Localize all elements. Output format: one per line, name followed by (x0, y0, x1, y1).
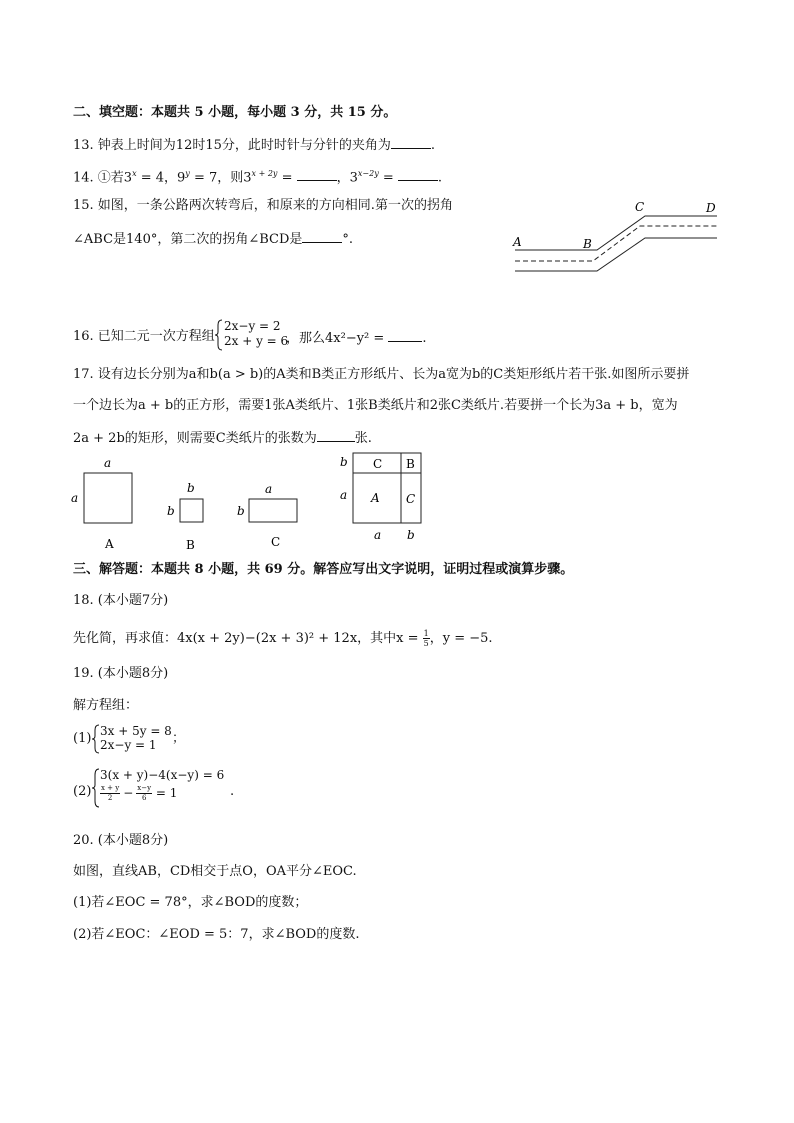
question-13 (73, 135, 435, 155)
road-label-C: C (635, 200, 645, 214)
tile-A-top-label: a (104, 456, 112, 470)
q19-p2-label: (2) (73, 784, 92, 799)
q14-exp1: x (132, 169, 137, 178)
q14-prefix: 14. ①若3 (73, 170, 133, 186)
q15-line2a: ∠ABC是140°，第二次的拐角∠BCD是 (73, 232, 303, 247)
q17-line3 (73, 428, 372, 448)
q19-p1-brace (92, 724, 100, 754)
road-edge-top (515, 216, 717, 250)
q17-answer-blank[interactable] (317, 428, 355, 442)
q20-intro: 如图，直线AB，CD相交于点O，OA平分∠EOC. (73, 864, 357, 879)
tile-C-side-label: b (237, 504, 245, 518)
q19-p1-label: (1) (73, 731, 92, 746)
road-diagram (505, 196, 725, 280)
q16-prefix: 16. 已知二元一次方程组 (73, 329, 215, 344)
composite-bottom-label-a: a (374, 528, 382, 542)
q16-suffix: ，那么4x²−y² = (286, 331, 389, 346)
q16-eq2: 2x + y = 6 (224, 334, 289, 348)
question-14 (73, 165, 442, 187)
section2-heading: 二、填空题：本题共 5 小题，每小题 3 分，共 15 分。 (73, 105, 397, 120)
q15-line2 (73, 229, 353, 249)
q13-end: . (430, 138, 436, 153)
q18-body-b: ，y = −5. (429, 631, 493, 646)
q15-line1: 15. 如图，一条公路两次转弯后，和原来的方向相同.第一次的拐角 (73, 198, 453, 213)
q19-p2-eq2 (100, 784, 177, 803)
q18-frac-num: 1 (423, 629, 429, 638)
q14-end: . (437, 170, 443, 186)
q19-intro: 解方程组： (73, 698, 139, 713)
q19-p2-frac2-num: x−y (137, 784, 152, 792)
q19-p2-frac2 (136, 784, 152, 803)
q16-eq1: 2x−y = 2 (224, 319, 281, 333)
road-label-B: B (583, 237, 592, 251)
q14-answer-blank-1[interactable] (297, 167, 337, 181)
q18-fraction (423, 629, 430, 648)
tile-A-square (84, 473, 132, 523)
road-edge-bottom (515, 238, 717, 271)
q13-text: 13. 钟表上时间为12时15分，此时时针与分针的夹角为 (73, 138, 391, 153)
q19-p2-frac1-num: x + y (101, 784, 120, 792)
q14-exp4: x−2y (357, 169, 379, 178)
q20-title: 20. (本小题8分) (73, 833, 169, 848)
composite-left-label-a: a (340, 488, 348, 502)
composite-cell-A: A (371, 491, 380, 505)
q17-line2: 一个边长为a + b的正方形，需要1张A类纸片、1张B类纸片和2张C类纸片.若要拼一个长为3a + b，宽为 (73, 398, 678, 413)
tiles-diagram (60, 450, 440, 555)
q19-p2-frac1 (100, 784, 120, 803)
q20-part1: (1)若∠EOC = 78°，求∠BOD的度数； (73, 895, 308, 910)
tile-B-side-label: b (167, 504, 175, 518)
q16-tail (286, 328, 427, 348)
composite-cell-B: B (406, 457, 415, 471)
q13-answer-blank[interactable] (391, 135, 431, 149)
composite-bottom-label-b: b (407, 528, 415, 542)
q19-p2-end: . (230, 784, 235, 799)
q19-p1-end: ； (172, 731, 186, 746)
q17-line3a: 2a + 2b的矩形，则需要C类纸片的张数为 (73, 431, 317, 446)
q14-exp2: y (185, 169, 190, 178)
section3-heading: 三、解答题：本题共 8 小题，共 69 分。解答应写出文字说明，证明过程或演算步骤。 (73, 562, 574, 577)
tile-B-name: B (186, 538, 195, 552)
q19-p2-frac1-den: 2 (107, 794, 113, 802)
composite-left-label-b: b (340, 455, 348, 469)
tile-A-name: A (105, 537, 114, 551)
q16-end: . (422, 331, 427, 346)
tile-C-name: C (271, 535, 281, 549)
q19-p2-brace (92, 768, 100, 808)
q18-body (73, 629, 493, 648)
road-label-A: A (513, 235, 522, 249)
q15-answer-blank[interactable] (302, 229, 342, 243)
q17-line3b: 张. (354, 431, 372, 446)
q18-title: 18. (本小题7分) (73, 593, 169, 608)
q19-p1-eq1: 3x + 5y = 8 (100, 724, 172, 738)
q20-part2: (2)若∠EOC：∠EOD = 5：7，求∠BOD的度数. (73, 927, 360, 942)
composite-cell-C-right: C (406, 492, 416, 506)
tile-B-top-label: b (187, 481, 195, 495)
q19-p1-eq2: 2x−y = 1 (100, 738, 157, 752)
q15-line2b: °. (342, 232, 354, 247)
tile-B-square (180, 499, 203, 522)
q19-p2-minus: − (123, 786, 134, 800)
q14-mid3: = (277, 170, 297, 186)
tile-C-rect (249, 499, 297, 522)
q14-mid4: ，3 (336, 170, 358, 186)
q18-frac-den: 5 (423, 639, 429, 648)
q14-mid2: = 7，则3 (189, 170, 252, 186)
tile-C-top-label: a (265, 482, 273, 496)
q19-p2-frac2-den: 6 (141, 794, 147, 802)
q16-brace (215, 319, 223, 351)
road-label-D: D (706, 201, 716, 215)
q18-body-a: 先化简，再求值：4x(x + 2y)−(2x + 3)² + 12x，其中x = (73, 631, 423, 646)
q17-line1: 17. 设有边长分别为a和b(a > b)的A类和B类正方形纸片、长为a宽为b的C类矩形纸片若干张.如图所示要拼 (73, 367, 690, 382)
q14-exp3: x + 2y (251, 169, 278, 178)
q14-mid5: = (378, 170, 398, 186)
q16-answer-blank[interactable] (388, 328, 422, 342)
tile-A-side-label: a (71, 491, 79, 505)
q14-mid1: = 4，9 (136, 170, 186, 186)
q19-p2-eq1: 3(x + y)−4(x−y) = 6 (100, 768, 225, 782)
q19-title: 19. (本小题8分) (73, 666, 169, 681)
composite-cell-C-top: C (373, 457, 383, 471)
q14-answer-blank-2[interactable] (398, 167, 438, 181)
road-center-line (515, 226, 717, 261)
q19-p2-eq2-rhs: = 1 (152, 786, 178, 800)
